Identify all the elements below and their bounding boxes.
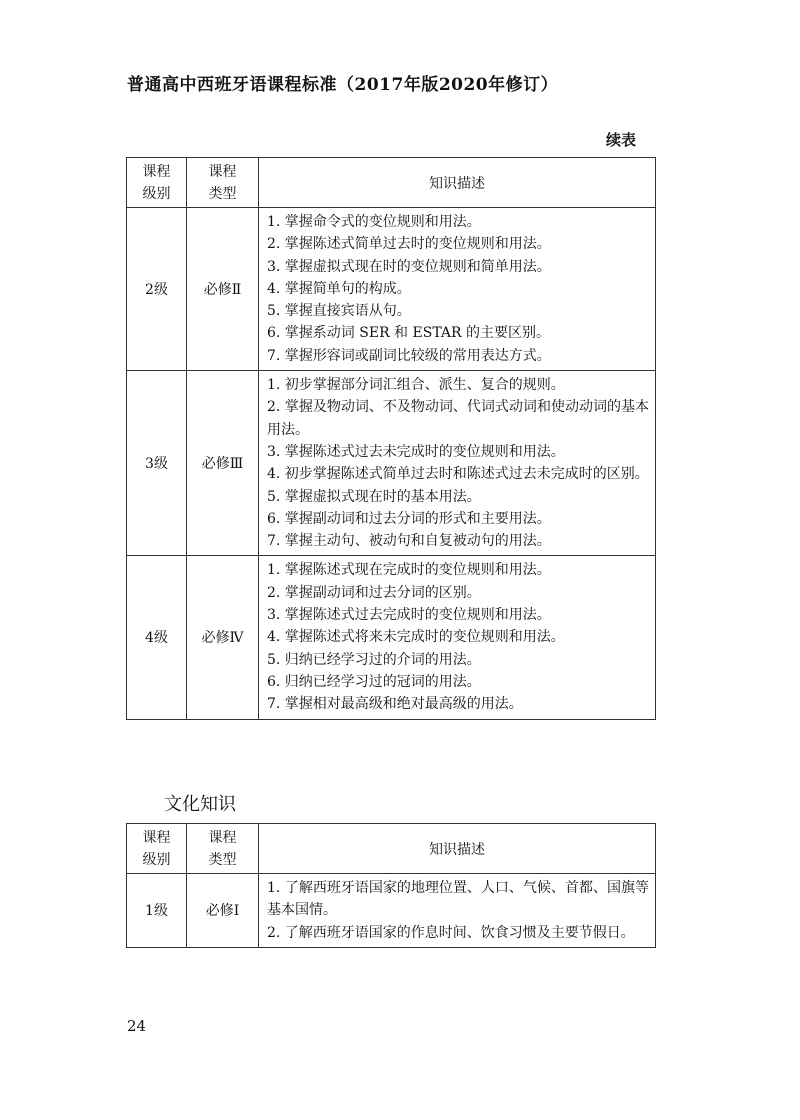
- list-item: 2. 掌握副动词和过去分词的区别。: [267, 584, 481, 601]
- course-level-cell: 1级: [127, 874, 187, 948]
- list-item: 7. 掌握相对最高级和绝对最高级的用法。: [267, 696, 523, 713]
- list-item: 2. 掌握及物动词、不及物动词、代词式动词和使动动词的基本用法。: [267, 399, 649, 438]
- course-type-cell: 必修Ⅲ: [187, 371, 259, 556]
- table-continued-label: 续表: [606, 131, 637, 149]
- list-item: 7. 掌握主动句、被动句和自复被动句的用法。: [267, 533, 551, 550]
- list-item: 3. 掌握陈述式过去未完成时的变位规则和用法。: [267, 443, 565, 460]
- list-item: 4. 掌握简单句的构成。: [267, 280, 411, 297]
- course-type-cell: 必修Ⅳ: [187, 556, 259, 719]
- course-level-cell: 3级: [127, 371, 187, 556]
- list-item: 5. 掌握虚拟式现在时的基本用法。: [267, 488, 481, 505]
- header-course-type: 课程 类型: [187, 158, 259, 208]
- list-item: 5. 掌握直接宾语从句。: [267, 303, 411, 320]
- header-knowledge-description: 知识描述: [259, 158, 656, 208]
- list-item: 7. 掌握形容词或副词比较级的常用表达方式。: [267, 347, 551, 364]
- header-knowledge-description: 知识描述: [259, 824, 656, 874]
- list-item: 6. 掌握系动词 SER 和 ESTAR 的主要区别。: [267, 325, 550, 342]
- page-header-title: 普通高中西班牙语课程标准（2017年版2020年修订）: [127, 75, 559, 95]
- table-row: [127, 371, 656, 556]
- list-item: 1. 了解西班牙语国家的地理位置、人口、气候、首都、国旗等基本国情。: [267, 880, 649, 919]
- culture-knowledge-table: [126, 823, 656, 948]
- header-course-level: 课程 级别: [127, 824, 187, 874]
- course-level-cell: 4级: [127, 556, 187, 719]
- page-number: 24: [127, 1017, 147, 1035]
- table-row: [127, 208, 656, 371]
- course-level-cell: 2级: [127, 208, 187, 371]
- language-knowledge-table: [126, 157, 656, 720]
- list-item: 4. 掌握陈述式将来未完成时的变位规则和用法。: [267, 629, 565, 646]
- list-item: 6. 掌握副动词和过去分词的形式和主要用法。: [267, 510, 551, 527]
- list-item: 3. 掌握陈述式过去完成时的变位规则和用法。: [267, 607, 551, 624]
- course-type-cell: 必修Ⅰ: [187, 874, 259, 948]
- knowledge-description-cell: [259, 874, 656, 948]
- table-header-row: [127, 158, 656, 208]
- knowledge-description-cell: [259, 208, 656, 371]
- list-item: 6. 归纳已经学习过的冠词的用法。: [267, 673, 481, 690]
- list-item: 2. 了解西班牙语国家的作息时间、饮食习惯及主要节假日。: [267, 924, 635, 941]
- list-item: 5. 归纳已经学习过的介词的用法。: [267, 651, 481, 668]
- list-item: 1. 初步掌握部分词汇组合、派生、复合的规则。: [267, 377, 565, 394]
- knowledge-description-cell: [259, 556, 656, 719]
- list-item: 1. 掌握陈述式现在完成时的变位规则和用法。: [267, 562, 551, 579]
- list-item: 4. 初步掌握陈述式简单过去时和陈述式过去未完成时的区别。: [267, 466, 649, 483]
- list-item: 2. 掌握陈述式简单过去时的变位规则和用法。: [267, 236, 551, 253]
- header-course-level: 课程 级别: [127, 158, 187, 208]
- section-heading-culture-knowledge: 文化知识: [164, 794, 236, 815]
- table-row: [127, 556, 656, 719]
- table-row: [127, 874, 656, 948]
- table-header-row: [127, 824, 656, 874]
- list-item: 1. 掌握命令式的变位规则和用法。: [267, 214, 481, 230]
- course-type-cell: 必修Ⅱ: [187, 208, 259, 371]
- header-course-type: 课程 类型: [187, 824, 259, 874]
- knowledge-description-cell: [259, 371, 656, 556]
- list-item: 3. 掌握虚拟式现在时的变位规则和简单用法。: [267, 258, 551, 275]
